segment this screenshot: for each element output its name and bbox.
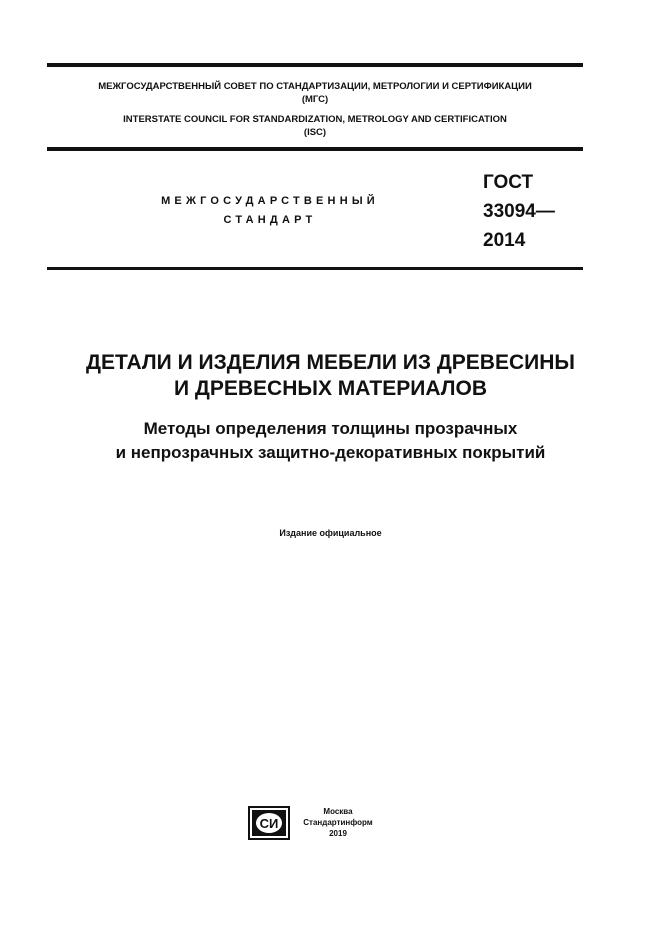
- subtitle-line1: Методы определения толщины прозрачных: [143, 419, 518, 438]
- council-ru-abbr: (МГС): [301, 94, 329, 105]
- title-line2: И ДРЕВЕСНЫХ МАТЕРИАЛОВ: [173, 377, 487, 400]
- header-rule: [47, 147, 583, 151]
- edition-label: Издание официальное: [279, 528, 382, 538]
- standartinform-logo-icon: [248, 806, 290, 840]
- publisher-city: Москва: [323, 807, 353, 816]
- svg-text:СИ: СИ: [259, 816, 279, 831]
- subtitle-line2: и непрозрачных защитно-декоративных покрытий: [115, 443, 546, 462]
- title-line1: ДЕТАЛИ И ИЗДЕЛИЯ МЕБЕЛИ ИЗ ДРЕВЕСИНЫ: [86, 351, 575, 374]
- gost-number: 33094—: [483, 201, 555, 222]
- standard-type-line2: СТАНДАРТ: [223, 214, 317, 226]
- council-en: INTERSTATE COUNCIL FOR STANDARDIZATION, METROLOGY AND CERTIFICATION: [123, 114, 507, 125]
- gost-label: ГОСТ: [483, 172, 534, 193]
- publisher-name: Стандартинформ: [303, 818, 373, 827]
- standard-type-line1: МЕЖГОСУДАРСТВЕННЫЙ: [161, 195, 379, 207]
- publisher-year: 2019: [329, 829, 347, 838]
- council-en-abbr: (ISC): [303, 127, 327, 138]
- council-ru: МЕЖГОСУДАРСТВЕННЫЙ СОВЕТ ПО СТАНДАРТИЗАЦИИ, МЕТРОЛОГИИ И СЕРТИФИКАЦИИ: [98, 81, 532, 92]
- top-rule: [47, 63, 583, 67]
- gost-designation: [483, 168, 555, 255]
- gost-year: 2014: [483, 230, 526, 251]
- designation-rule: [47, 267, 583, 270]
- publisher-block: [301, 806, 375, 839]
